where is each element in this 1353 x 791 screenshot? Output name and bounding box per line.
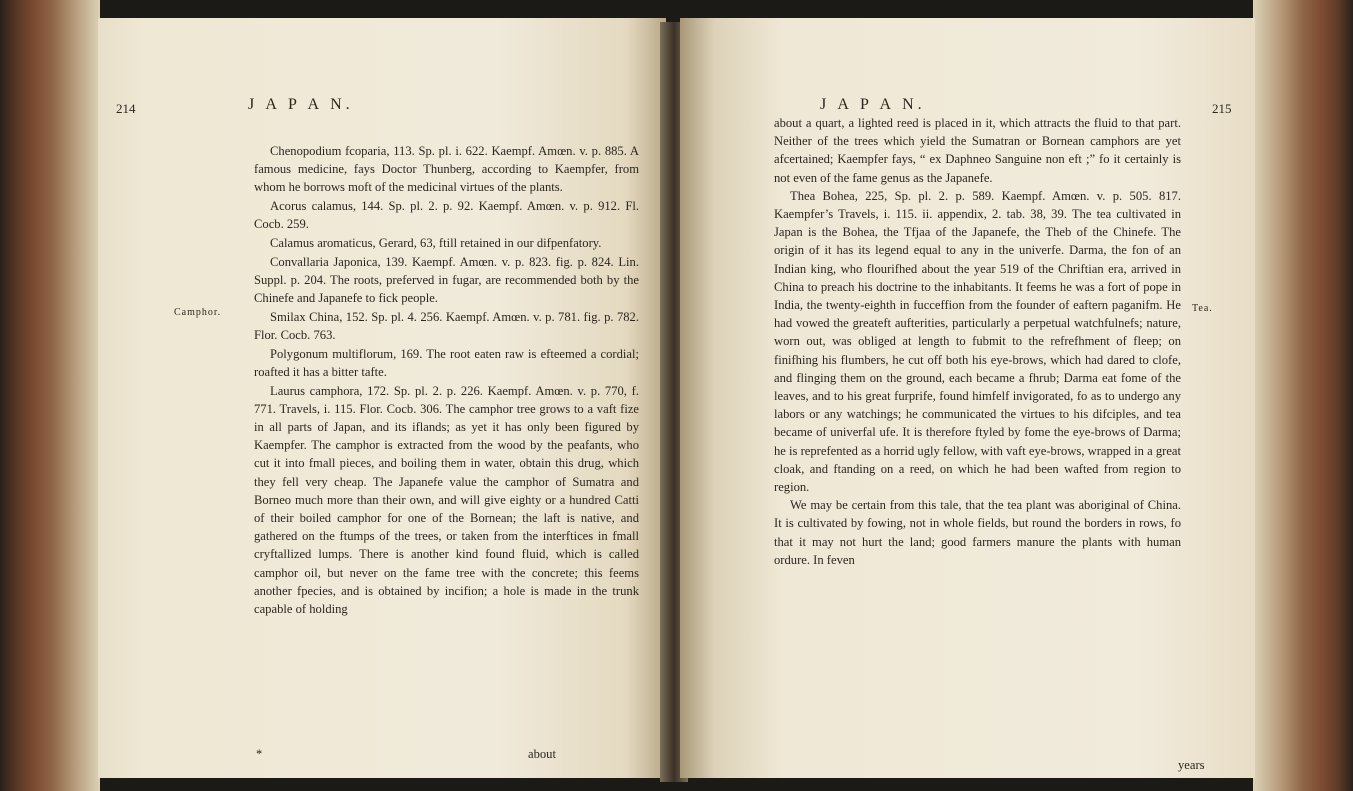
left-page-edges: [0, 0, 100, 791]
left-catchword: about: [528, 747, 556, 761]
right-page-number: 215: [1212, 101, 1232, 116]
right-catchword: years: [1178, 758, 1205, 772]
right-running-head: J A P A N.: [820, 96, 926, 113]
signature-mark: *: [256, 747, 263, 761]
paragraph: Laurus camphora, 172. Sp. pl. 2. p. 226. Kaempf. Amœn. v. p. 770, f. 771. Travels, i. 115. Flor. Cocb. 306. The camphor tree grows to a vaft fize in all parts of Japan, and its iflands; as yet it has only been figured by Kaempfer. The camphor is extracted from the wood by the peafants, who cut it into fmall pieces, and boiling them in water, obtain this drug, which they fell very cheap. The Japanefe value the camphor of Sumatra and Borneo much more than their own, and will give eighty or a hundred Catti of their boiled camphor for one of the Bornean; the laft is native, and gathered on the ftumps of the trees, or taken from the interftices in fmall cryftallized lumps. There is another kind found fluid, which is called camphor oil, but never on the fame tree with the concrete; this feems another fpecies, and is obtained by incifion; a hole is made in the trunk capable of holding: [254, 383, 639, 617]
paragraph: We may be certain from this tale, that the tea plant was aboriginal of China. It is cultivated by fowing, not in whole fields, but round the borders in rows, fo that it may not hurt the land; good farmers manure the plants with human ordure. In feven: [774, 498, 1181, 567]
paragraph: Chenopodium fcoparia, 113. Sp. pl. i. 622. Kaempf. Amœn. v. p. 885. A famous medicine, fays Doctor Thunberg, according to Kaempfer, from whom he borrows moft of the medicinal virtues of the plants.: [254, 144, 639, 195]
left-text-block: [254, 142, 639, 619]
right-page: [680, 18, 1255, 778]
paragraph: Polygonum multiflorum, 169. The root eaten raw is efteemed a cordial; roafted it has a bitter tafte.: [254, 346, 639, 379]
paragraph: Convallaria Japonica, 139. Kaempf. Amœn. v. p. 823. fig. p. 824. Lin. Suppl. p. 204. The roots, preferved in fugar, are recommended both by the Chinefe and Japanefe to fick people.: [254, 254, 639, 306]
paragraph: about a quart, a lighted reed is placed in it, which attracts the fluid to that part. Neither of the trees which yield the Sumatran or Bornean camphors are yet afcertained; Kaempfer fays, “ ex Daphneo Sanguine non eft ;” fo it certainly is not even of the fame genus as the Japanefe.: [774, 116, 1181, 185]
right-page-edges: [1253, 0, 1353, 791]
left-page-number: 214: [116, 101, 136, 116]
paragraph: Acorus calamus, 144. Sp. pl. 2. p. 92. Kaempf. Amœn. v. p. 912. Fl. Cocb. 259.: [254, 199, 639, 232]
side-note-camphor: Camphor.: [174, 307, 222, 318]
side-note-tea: Tea.: [1192, 303, 1213, 314]
paragraph: Smilax China, 152. Sp. pl. 4. 256. Kaempf. Amœn. v. p. 781. fig. p. 782. Flor. Cocb. 763.: [254, 309, 639, 343]
left-page: [98, 18, 666, 778]
left-running-head: J A P A N.: [248, 96, 354, 113]
paragraph: Calamus aromaticus, Gerard, 63, ftill retained in our difpenfatory.: [270, 236, 602, 251]
paragraph: Thea Bohea, 225, Sp. pl. 2. p. 589. Kaempf. Amœn. v. p. 505. 817. Kaempfer’s Travels, i. 115. ii. appendix, 2. tab. 38, 39. The tea cultivated in Japan is the Bohea, the Tfjaa of the Japanefe, the Theb of the Chinefe. The origin of it has its legend equal to any in the univerfe. Darma, the fon of an Indian king, who flourifhed about the year 519 of the Chriftian era, arrived in China to preach his doctrine to the inhabitants. It feems he was a fort of pope in India, the twenty-eighth in fucceffion from the founder of eaftern paganifm. He had vowed the greateft aufterities, particularly a perpetual watchfulnefs; nature, worn out, was obliged at length to fubmit to the refrefhment of fleep; on finifhing his flumbers, he cut off both his eye-brows, which had dared to clofe, and flinging them on the ground, each became a fhrub; Darma eat fome of the leaves, and to his great furprife, found himfelf invigorated, fo as to undergo any labors or any watchings; he communicated the virtues to his difciples, and tea became of univerfal ufe. It is therefore ftyled by fome the eye-brows of Darma; he is reprefented as a horrid ugly fellow, with vaft eye-brows, wrapped in a great cloak, and ftanding on a reed, on which he had been wafted from region to region.: [774, 188, 1181, 495]
right-text-block: [774, 114, 1181, 569]
